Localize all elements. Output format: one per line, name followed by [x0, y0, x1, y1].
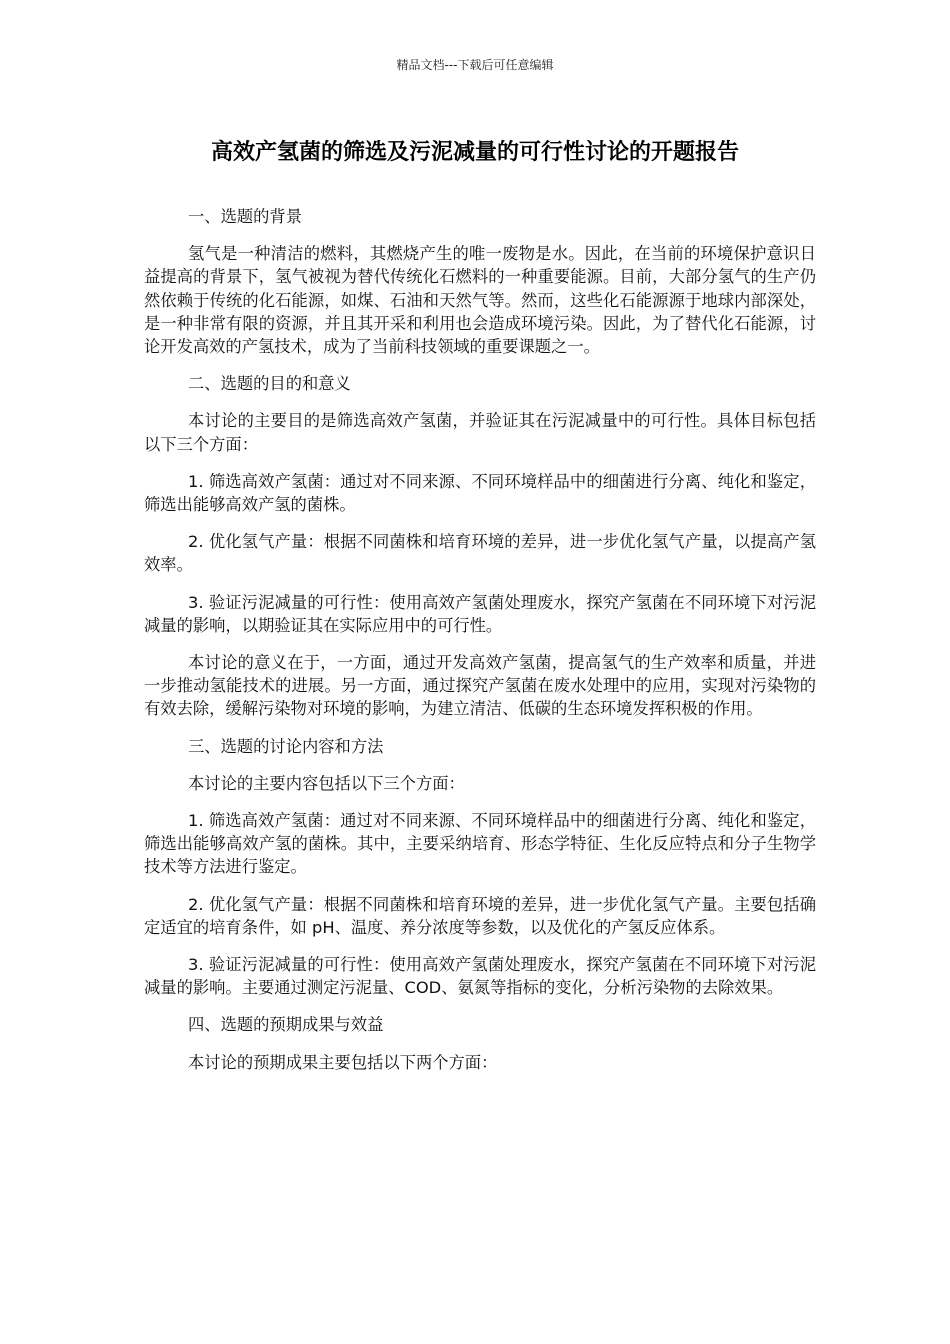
- paragraph: 本讨论的预期成果主要包括以下两个方面：: [188, 1052, 498, 1072]
- section-heading-expected-results: 四、选题的预期成果与效益: [188, 1015, 384, 1035]
- list-item: 3. 验证污泥减量的可行性：使用高效产氢菌处理废水，探究产氢菌在不同环境下对污泥减量的影响，以期验证其在实际应用中的可行性。: [144, 592, 816, 635]
- paragraph: 本讨论的主要目的是筛选高效产氢菌，并验证其在污泥减量中的可行性。具体目标包括以下三个方面：: [144, 411, 816, 454]
- section-heading-content-methods: 三、选题的讨论内容和方法: [188, 736, 384, 756]
- document-body: [144, 205, 816, 1088]
- paragraph: 本讨论的主要内容包括以下三个方面：: [188, 773, 465, 793]
- list-item: 1. 筛选高效产氢菌：通过对不同来源、不同环境样品中的细菌进行分离、纯化和鉴定，筛选出能够高效产氢的菌株。: [144, 471, 816, 515]
- paragraph: 本讨论的意义在于，一方面，通过开发高效产氢菌，提高氢气的生产效率和质量，并进一步推动氢能技术的进展。另一方面，通过探究产氢菌在废水处理中的应用，实现对污染物的有效去除，缓解污染物对环境的影响，为建立清洁、低碳的生态环境发挥积极的作用。: [144, 653, 816, 719]
- list-item: 2. 优化氢气产量：根据不同菌株和培育环境的差异，进一步优化氢气产量，以提高产氢效率。: [144, 532, 816, 575]
- list-item: 1. 筛选高效产氢菌：通过对不同来源、不同环境样品中的细菌进行分离、纯化和鉴定，筛选出能够高效产氢的菌株。其中，主要采纳培育、形态学特征、生化反应特点和分子生物学技术等方法进行鉴定。: [144, 811, 816, 877]
- page-header: 精品文档---下载后可任意编辑: [396, 58, 554, 72]
- document-title: 高效产氢菌的筛选及污泥减量的可行性讨论的开题报告: [210, 140, 739, 165]
- list-item: 3. 验证污泥减量的可行性：使用高效产氢菌处理废水，探究产氢菌在不同环境下对污泥减量的影响。主要通过测定污泥量、COD、氨氮等指标的变化，分析污染物的去除效果。: [144, 955, 816, 998]
- paragraph: 氢气是一种清洁的燃料，其燃烧产生的唯一废物是水。因此，在当前的环境保护意识日益提高的背景下，氢气被视为替代传统化石燃料的一种重要能源。目前，大部分氢气的生产仍然依赖于传统的化石能源，如煤、石油和天然气等。然而，这些化石能源源于地球内部深处，是一种非常有限的资源，并且其开采和利用也会造成环境污染。因此，为了替代化石能源，讨论开发高效的产氢技术，成为了当前科技领域的重要课题之一。: [144, 244, 816, 357]
- section-heading-background: 一、选题的背景: [188, 207, 302, 226]
- section-heading-purpose: 二、选题的目的和意义: [188, 374, 351, 394]
- list-item: 2. 优化氢气产量：根据不同菌株和培育环境的差异，进一步优化氢气产量。主要包括确定适宜的培育条件，如 pH、温度、养分浓度等参数，以及优化的产氢反应体系。: [144, 894, 816, 937]
